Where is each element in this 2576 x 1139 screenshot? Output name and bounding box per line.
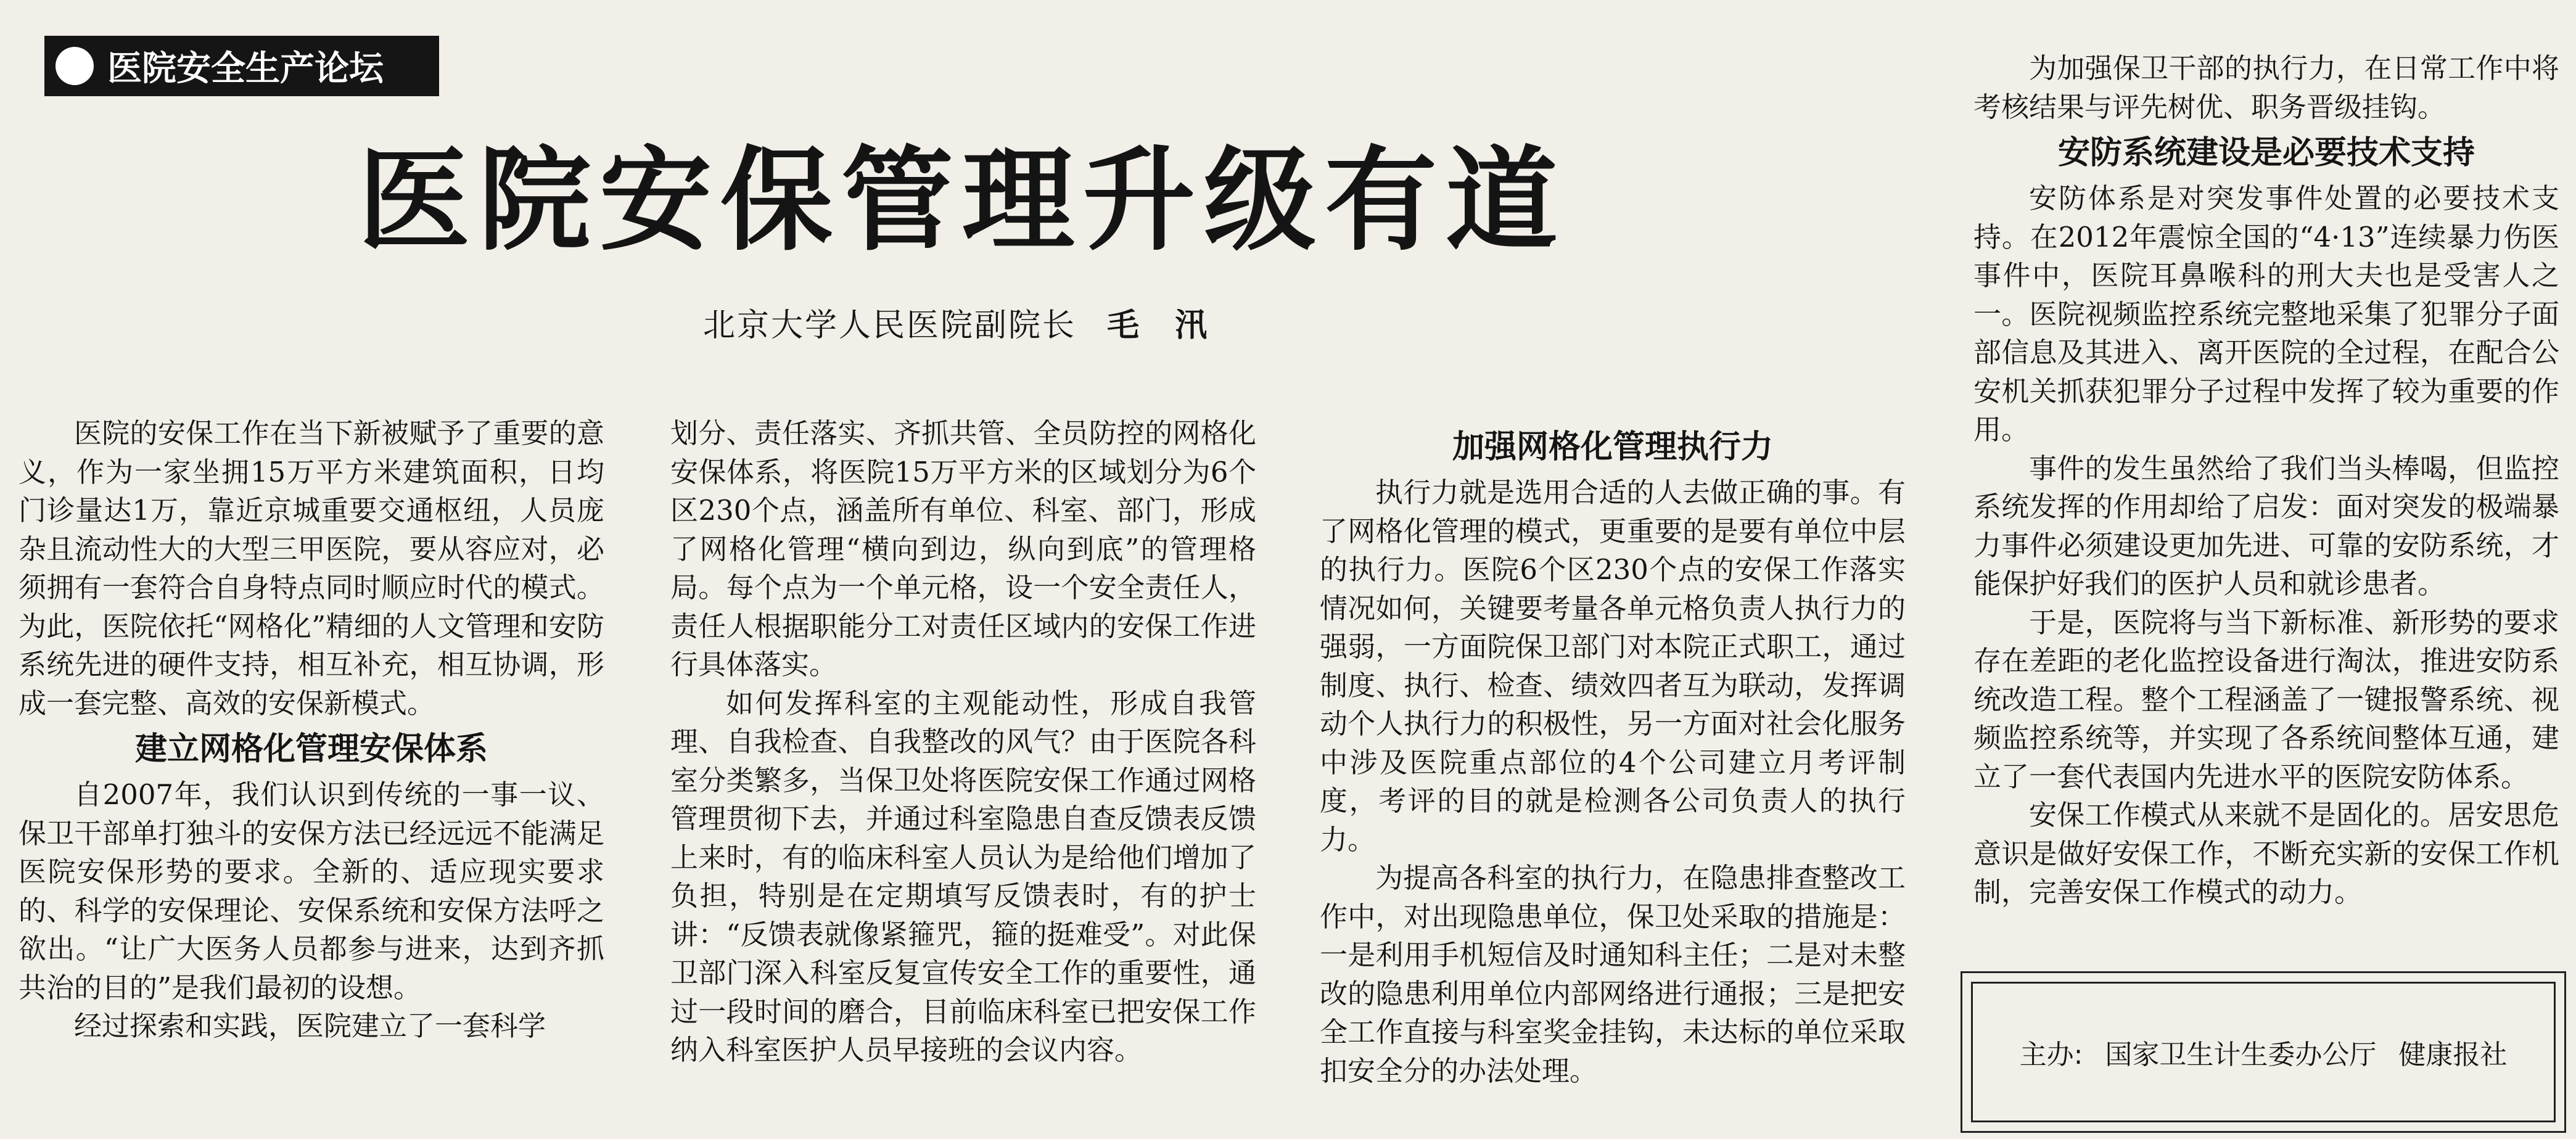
sponsor-box <box>1971 982 2556 1122</box>
paragraph: 于是，医院将与当下新标准、新形势的要求存在差距的老化监控设备进行淘汰，推进安防系统改造工程。整个工程涵盖了一键报警系统、视频监控系统等，并实现了各系统间整体互通，建立了一套代表国内先进水平的医院安防体系。 <box>1973 606 2559 793</box>
paragraph: 经过探索和实践，医院建立了一套科学 <box>74 1009 546 1042</box>
section-banner-label: 医院安全生产论坛 <box>107 49 384 89</box>
paragraph: 事件的发生虽然给了我们当头棒喝，但监控系统发挥的作用却给了启发：面对突发的极端暴力事件必须建设更加先进、可靠的安防系统，才能保护好我们的医护人员和就诊患者。 <box>1973 451 2559 600</box>
subheading: 加强网格化管理执行力 <box>1452 429 1773 466</box>
article-column-2 <box>670 414 1256 1070</box>
subheading: 安防系统建设是必要技术支持 <box>2057 134 2475 171</box>
paragraph: 为加强保卫干部的执行力，在日常工作中将考核结果与评先树优、职务晋级挂钩。 <box>1973 52 2559 123</box>
paragraph: 为提高各科室的执行力，在隐患排查整改工作中，对出现隐患单位，保卫处采取的措施是：一是利用手机短信及时通知科主任；二是对未整改的隐患利用单位内部网络进行通报；三是把安全工作直接与科室奖金挂钩，未达标的单位采取扣安全分的办法处理。 <box>1320 861 1906 1087</box>
headline: 医院安保管理升级有道 <box>358 135 1566 266</box>
sponsor-org: 国家卫生计生委办公厅 <box>2105 1039 2377 1071</box>
paragraph: 安保工作模式从来就不是固化的。居安思危意识是做好安保工作，不断充实新的安保工作机制，完善安保工作模式的动力。 <box>1973 799 2559 908</box>
circle-bullet-icon <box>56 47 94 85</box>
paragraph: 医院的安保工作在当下新被赋予了重要的意义，作为一家坐拥15万平方米建筑面积，日均门诊量达1万，靠近京城重要交通枢纽，人员庞杂且流动性大的大型三甲医院，要从容应对，必须拥有一套符合自身特点同时顺应时代的模式。为此，医院依托“网格化”精细的人文管理和安防系统先进的硬件支持，相互补充，相互协调，形成一套完整、高效的安保新模式。 <box>19 417 604 720</box>
paragraph: 安防体系是对突发事件处置的必要技术支持。在2012年震惊全国的“4·13”连续暴力伤医事件中，医院耳鼻喉科的刑大夫也是受害人之一。医院视频监控系统完整地采集了犯罪分子面部信息及其进入、离开医院的全过程，在配合公安机关抓获犯罪分子过程中发挥了较为重要的作用。 <box>1973 182 2559 446</box>
section-banner <box>44 36 439 96</box>
byline-author: 毛 汛 <box>1107 306 1220 344</box>
paragraph: 自2007年，我们认识到传统的一事一议、保卫干部单打独斗的安保方法已经远远不能满足医院安保形势的要求。全新的、适应现实要求的、科学的安保理论、安保系统和安保方法呼之欲出。“让广大医务人员都参与进来，达到齐抓共治的目的”是我们最初的设想。 <box>19 778 604 1004</box>
paragraph: 划分、责任落实、齐抓共管、全员防控的网格化安保体系，将医院15万平方米的区域划分为6个区230个点，涵盖所有单位、科室、部门，形成了网格化管理“横向到边，纵向到底”的管理格局。每个点为一个单元格，设一个安全责任人，责任人根据职能分工对责任区域内的安保工作进行具体落实。 <box>670 417 1256 681</box>
byline-affiliation: 北京大学人民医院副院长 <box>703 307 1077 344</box>
sponsor-org: 健康报社 <box>2398 1039 2508 1071</box>
byline <box>703 299 1566 345</box>
article-column-3 <box>1320 421 1906 1090</box>
sponsor-label: 主办: <box>2019 1039 2083 1071</box>
article-column-1 <box>19 414 604 1046</box>
paragraph: 如何发挥科室的主观能动性，形成自我管理、自我检查、自我整改的风气？由于医院各科室分类繁多，当保卫处将医院安保工作通过网格管理贯彻下去，并通过科室隐患自查反馈表反馈上来时，有的临床科室人员认为是给他们增加了负担，特别是在定期填写反馈表时，有的护士讲：“反馈表就像紧箍咒，箍的挺难受”。对此保卫部门深入科室反复宣传安全工作的重要性，通过一段时间的磨合，目前临床科室已把安保工作纳入科室医护人员早接班的会议内容。 <box>670 686 1256 1066</box>
subheading: 建立网格化管理安保体系 <box>134 731 488 768</box>
article-column-4 <box>1973 49 2559 912</box>
paragraph: 执行力就是选用合适的人去做正确的事。有了网格化管理的模式，更重要的是要有单位中层的执行力。医院6个区230个点的安保工作落实情况如何，关键要考量各单元格负责人执行力的强弱，一方面院保卫部门对本院正式职工，通过制度、执行、检查、绩效四者互为联动，发挥调动个人执行力的积极性，另一方面对社会化服务中涉及医院重点部位的4个公司建立月考评制度，考评的目的就是检测各公司负责人的执行力。 <box>1320 476 1906 856</box>
